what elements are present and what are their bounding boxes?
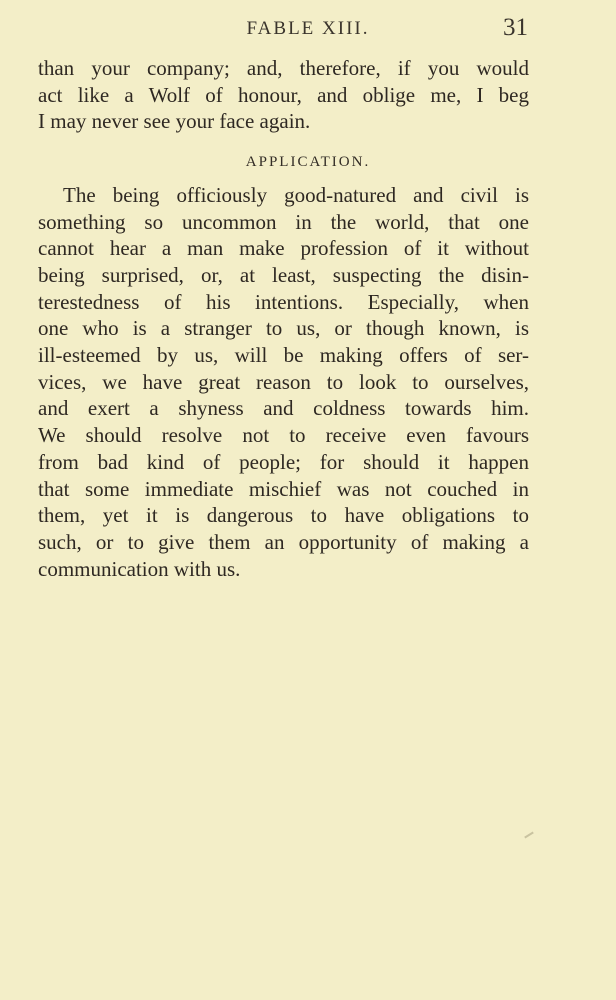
text-line: vices, we have great reason to look to ourselves, [38, 370, 529, 394]
text-line: and exert a shyness and coldness towards him. [38, 396, 529, 420]
running-title: FABLE XIII. [246, 18, 370, 39]
text-line: one who is a stranger to us, or though known, is [38, 316, 529, 340]
text-line: something so uncommon in the world, that one [38, 210, 529, 234]
text-line: ill-esteemed by us, will be making offers of ser- [38, 343, 529, 367]
text-line: from bad kind of people; for should it happen [38, 450, 529, 474]
text-line: such, or to give them an opportunity of making a [38, 530, 529, 554]
text-line: cannot hear a man make profession of it without [38, 236, 529, 260]
text-line: We should resolve not to receive even favours [38, 423, 529, 447]
text-line: than your company; and, therefore, if you would [38, 56, 529, 80]
text-line: them, yet it is dangerous to have obligations to [38, 503, 529, 527]
paper-fleck [524, 832, 534, 839]
text-line: act like a Wolf of honour, and oblige me, I beg [38, 83, 529, 107]
text-line: The being officiously good-natured and civil is [63, 183, 529, 207]
text-line: terestedness of his intentions. Especially, when [38, 290, 529, 314]
text-line: communication with us. [38, 557, 241, 581]
text-line: that some immediate mischief was not couched in [38, 477, 529, 501]
application-heading: APPLICATION. [245, 154, 371, 170]
text-line: I may never see your face again. [38, 109, 311, 133]
page-number: 31 [503, 14, 528, 41]
text-line: being surprised, or, at least, suspecting the disin- [38, 263, 529, 287]
running-head [0, 14, 616, 44]
